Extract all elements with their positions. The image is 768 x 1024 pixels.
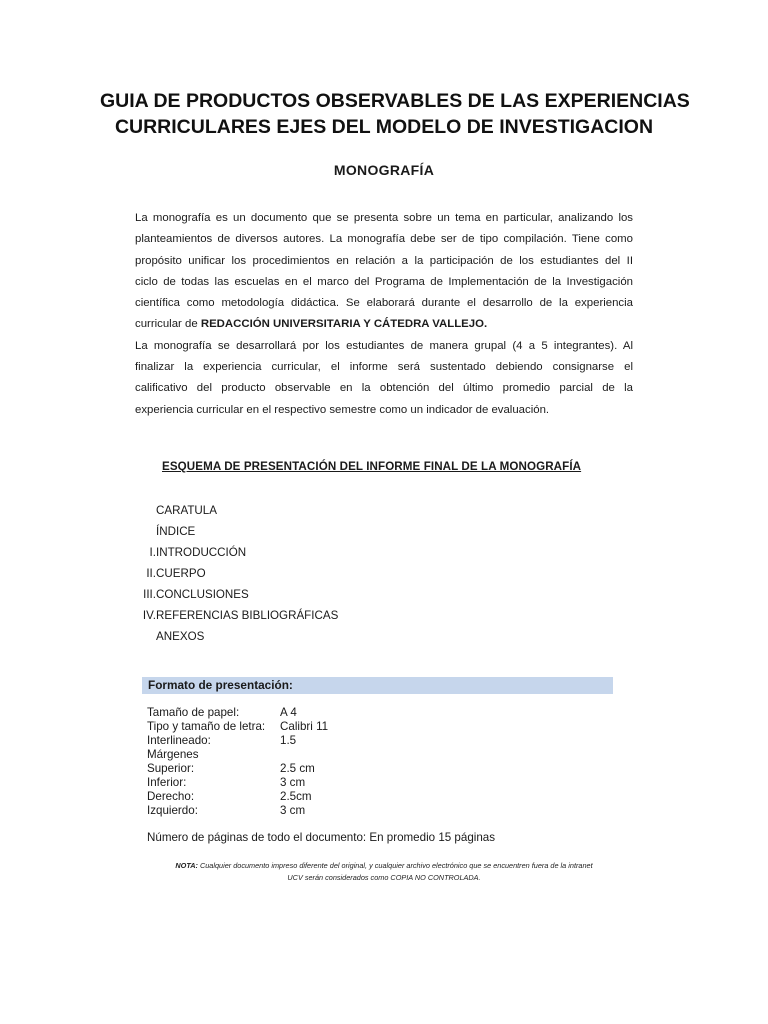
spec-value: 2.5cm xyxy=(280,790,312,803)
outline-number: III. xyxy=(143,588,156,601)
section-subtitle: MONOGRAFÍA xyxy=(333,162,435,178)
description-paragraph xyxy=(135,208,633,421)
outline-item xyxy=(110,584,510,605)
spec-value: 1.5 xyxy=(280,734,297,747)
title-line-1: GUIA DE PRODUCTOS OBSERVABLES DE LAS EXPERIENCIAS xyxy=(100,90,690,112)
paragraph-line xyxy=(135,314,633,335)
outline-label: CUERPO xyxy=(156,567,206,580)
outline-item xyxy=(110,563,510,584)
outline-label: REFERENCIAS BIBLIOGRÁFICAS xyxy=(156,609,339,622)
outline-number: IV. xyxy=(142,609,156,622)
spec-key: Interlineado: xyxy=(147,734,211,747)
note-text-1: Cualquier documento impreso diferente del original, y cualquier archivo electrónico que se encuentren fuera de la intranet xyxy=(197,861,593,870)
paragraph-line: planteamientos de diversos autores. La monografía debe ser de tipo compilación. Tiene como xyxy=(135,233,633,246)
spec-key: Derecho: xyxy=(147,790,195,803)
course-names: REDACCIÓN UNIVERSITARIA Y CÁTEDRA VALLEJO. xyxy=(200,318,488,331)
spec-key: Tamaño de papel: xyxy=(147,706,240,719)
paragraph-line-prefix: curricular de xyxy=(135,318,201,331)
paragraph-line: La monografía es un documento que se presenta sobre un tema en particular, analizando los xyxy=(135,212,633,224)
note-line-1 xyxy=(0,860,768,872)
outline-label: INTRODUCCIÓN xyxy=(156,546,247,559)
outline-item xyxy=(110,605,510,626)
outline-number: II. xyxy=(146,567,156,580)
paragraph-line: ciclo de todas las escuelas en el marco del Programa de Implementación de la Investigación xyxy=(135,275,633,288)
outline-item xyxy=(110,500,510,521)
paragraph-line: científica como metodología didáctica. Se elaborará durante el desarrollo de la experiencia xyxy=(135,297,633,310)
note-label: NOTA: xyxy=(175,861,198,870)
format-heading: Formato de presentación: xyxy=(148,678,293,692)
title-line-2: CURRICULARES EJES DEL MODELO DE INVESTIGACION xyxy=(114,116,654,138)
spec-value: 2.5 cm xyxy=(280,762,315,775)
paragraph-line: La monografía se desarrollará por los estudiantes de manera grupal (4 a 5 integrantes). Al xyxy=(135,339,633,352)
spec-key: Márgenes xyxy=(147,748,199,761)
page-count-line: Número de páginas de todo el documento: En promedio 15 páginas xyxy=(147,831,496,844)
outline-label: CARATULA xyxy=(156,504,217,517)
spec-key: Inferior: xyxy=(147,776,187,789)
spec-value: Calibri 11 xyxy=(280,720,329,733)
paragraph-line: finalizar la experiencia curricular, el informe será sustentado debiendo consignarse el xyxy=(135,361,633,374)
document-title xyxy=(100,88,690,140)
schema-title: ESQUEMA DE PRESENTACIÓN DEL INFORME FINAL DE LA MONOGRAFÍA xyxy=(162,460,582,473)
outline-label: ÍNDICE xyxy=(156,525,196,538)
spec-key: Tipo y tamaño de letra: xyxy=(147,720,266,733)
paragraph-line: propósito unificar los procedimientos en relación a la participación de los estudiantes del II xyxy=(135,254,633,267)
spec-value: 3 cm xyxy=(280,776,306,789)
spec-value: 3 cm xyxy=(280,804,306,817)
outline-item xyxy=(110,521,510,542)
note-line-2: UCV serán considerados como COPIA NO CONTROLADA. xyxy=(287,873,481,882)
outline-number: I. xyxy=(149,546,156,559)
outline-list xyxy=(110,500,510,647)
paragraph-line: calificativo del producto observable en la obtención del último promedio parcial de la xyxy=(135,382,633,395)
spec-key: Superior: xyxy=(147,762,195,775)
spec-key: Izquierdo: xyxy=(147,804,198,817)
format-heading-bar xyxy=(142,677,613,694)
outline-item xyxy=(110,626,510,647)
outline-item xyxy=(110,542,510,563)
paragraph-line: experiencia curricular en el respectivo semestre como un indicador de evaluación. xyxy=(135,403,550,416)
spec-value: A 4 xyxy=(280,706,297,719)
outline-label: CONCLUSIONES xyxy=(156,588,249,601)
footer-note xyxy=(0,860,768,884)
outline-label: ANEXOS xyxy=(156,630,205,643)
